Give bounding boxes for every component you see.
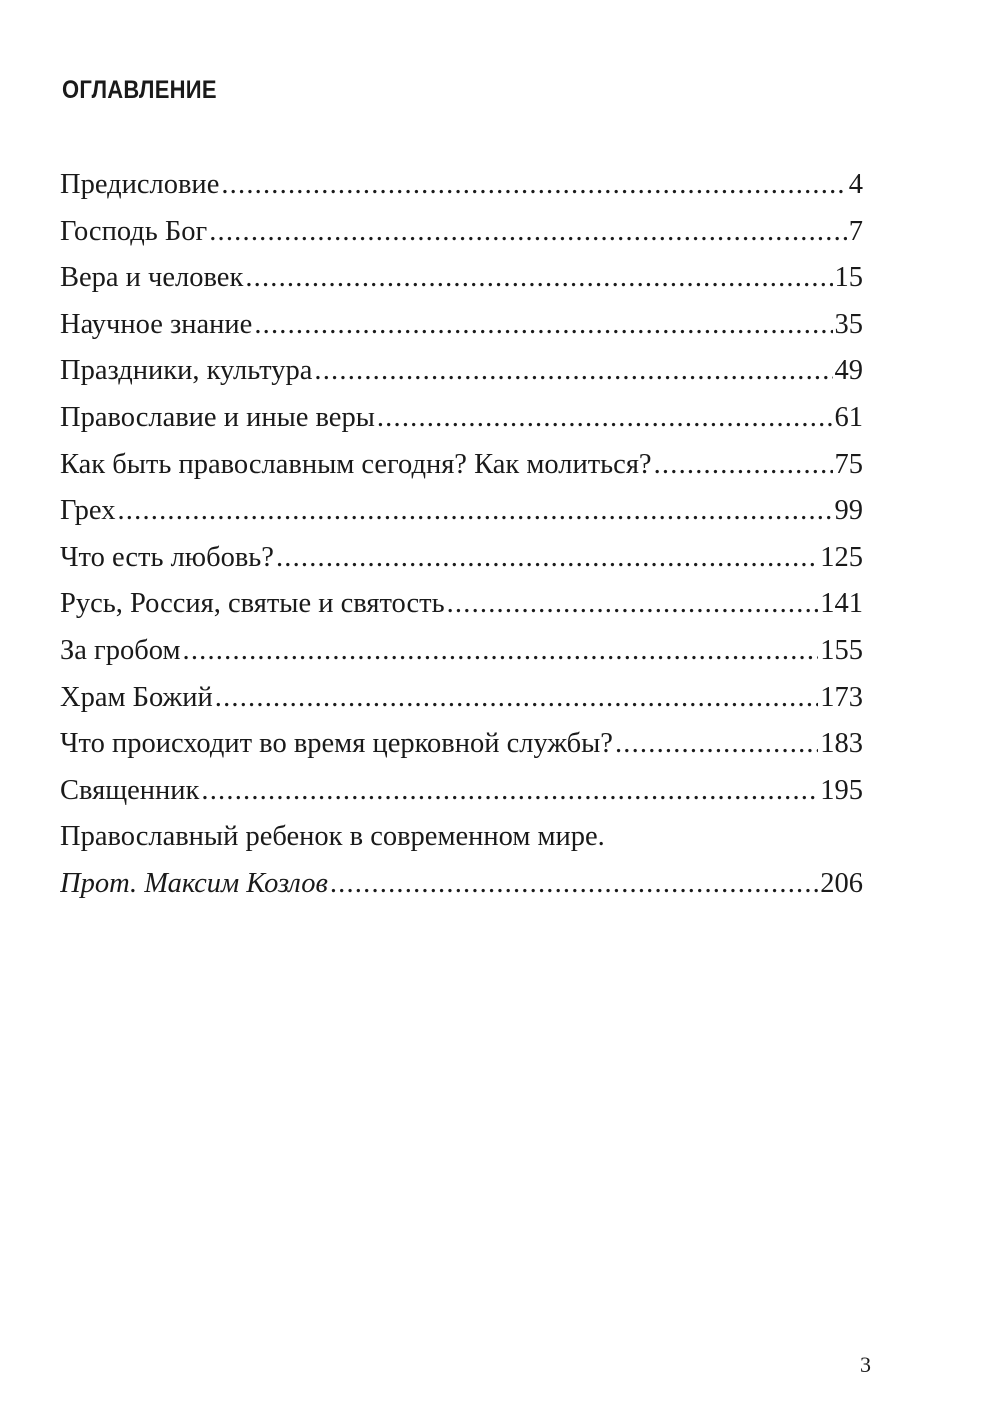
dot-leader [377, 395, 833, 442]
toc-entry[interactable] [60, 535, 863, 582]
dot-leader [245, 255, 832, 302]
toc-entry-page: 173 [820, 681, 863, 713]
toc-entry[interactable] [60, 348, 863, 395]
toc-entry-title: Что происходит во время церковной службы? [60, 728, 613, 760]
toc-entry-title: Господь Бог [60, 215, 208, 247]
toc-entry-title: Что есть любовь? [60, 541, 274, 573]
dot-leader [209, 209, 847, 256]
toc-entry-page: 15 [834, 262, 863, 294]
toc-entry[interactable] [60, 395, 863, 442]
toc-entry-page: 183 [820, 728, 863, 760]
toc-entry-page: 99 [834, 495, 863, 527]
dot-leader [314, 348, 832, 395]
toc-entry[interactable] [60, 302, 863, 349]
toc-entry[interactable] [60, 162, 863, 209]
toc-entry-title: Как быть православным сегодня? Как молиться? [60, 448, 652, 480]
toc-entry-page: 7 [848, 215, 863, 247]
toc-entry-title: Православный ребенок в современном мире. [60, 821, 605, 853]
toc-entry-title: Предисловие [60, 169, 220, 200]
toc-entry[interactable] [60, 721, 863, 768]
dot-leader [330, 861, 818, 908]
toc-entry[interactable] [60, 209, 863, 256]
toc-entry-title: Праздники, культура [60, 355, 313, 387]
toc-entry-page: 206 [820, 867, 863, 899]
dot-leader [117, 488, 832, 535]
toc-entry-title: Храм Божий [60, 681, 213, 713]
toc-entry-page: 49 [834, 355, 863, 387]
toc-entry-title: Священник [60, 774, 200, 806]
dot-leader [201, 768, 818, 815]
dot-leader [183, 628, 819, 675]
toc-entry-page: 125 [820, 541, 863, 573]
toc-entry-page: 61 [834, 401, 863, 433]
toc-entry-title: Грех [60, 495, 116, 527]
dot-leader [615, 721, 818, 768]
toc-entry-title: Православие и иные веры [60, 401, 375, 433]
toc-entry-page: 4 [848, 169, 863, 200]
toc-entry-page: 35 [834, 308, 863, 340]
page-title: ОГЛАВЛЕНИЕ [62, 76, 217, 104]
dot-leader [221, 162, 846, 209]
page-number: 3 [860, 1352, 871, 1377]
toc-entry[interactable] [60, 488, 863, 535]
dot-leader [276, 535, 818, 582]
dot-leader [254, 302, 832, 349]
toc-entry-title: Русь, Россия, святые и святость [60, 588, 445, 620]
toc-entry-page: 75 [834, 448, 863, 480]
toc-entry[interactable] [60, 768, 863, 815]
toc-entry-title: За гробом [60, 634, 181, 666]
table-of-contents [60, 162, 863, 908]
toc-entry[interactable] [60, 861, 863, 908]
toc-entry-page: 141 [820, 588, 863, 620]
dot-leader [447, 581, 819, 628]
toc-entry-title: Прот. Максим Козлов [60, 867, 328, 899]
toc-entry[interactable] [60, 581, 863, 628]
toc-entry-page: 155 [820, 634, 863, 666]
toc-entry-title: Вера и человек [60, 262, 244, 294]
toc-entry-page: 195 [820, 774, 863, 806]
toc-entry-title: Научное знание [60, 308, 253, 340]
toc-entry[interactable] [60, 628, 863, 675]
toc-entry[interactable] [60, 255, 863, 302]
toc-entry[interactable] [60, 442, 863, 489]
dot-leader [654, 442, 833, 489]
toc-entry[interactable] [60, 675, 863, 722]
dot-leader [215, 675, 819, 722]
toc-entry[interactable] [60, 814, 863, 861]
